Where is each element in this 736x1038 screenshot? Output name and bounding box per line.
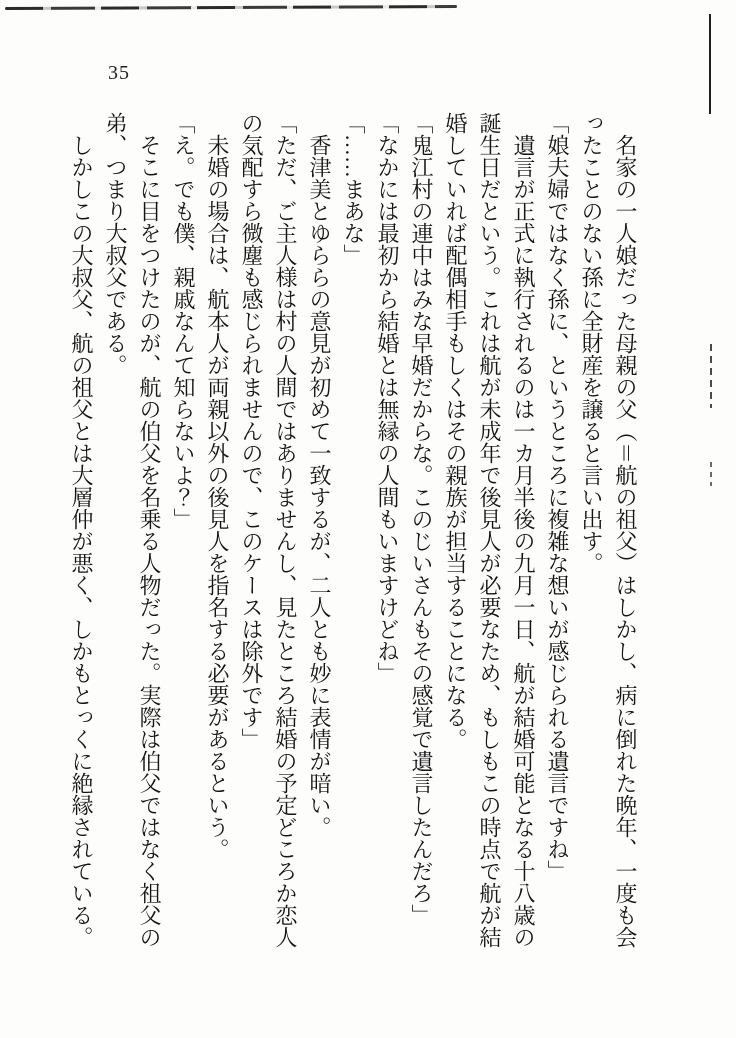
body-text: [64, 112, 642, 954]
paragraph: 香津美とゆららの意見が初めて一致するが、二人とも妙に表情が暗い。: [307, 134, 332, 838]
paragraph: 「なかには最初から結婚とは無縁の人間もいますけどね」: [375, 112, 400, 684]
page-number: 35: [108, 62, 130, 84]
scan-edge-right-dashes: [710, 462, 712, 486]
paragraph: 「え。でも僕、親戚なんて知らないよ？」: [171, 112, 196, 530]
paragraph: 「……まあな」: [341, 112, 366, 266]
paragraph: 未婚の場合は、航本人が両親以外の後見人を指名する必要があるという。: [205, 134, 230, 860]
paragraph: しかしこの大叔父、航の祖父とは大層仲が悪く、しかもとっくに絶縁されている。: [69, 134, 94, 948]
paragraph: 「娘夫婦ではなく孫に、というところに複雑な想いが感じられる遺言ですね」: [545, 112, 570, 882]
paragraph: 名家の一人娘だった母親の父（＝航の祖父）はしかし、病に倒れた晩年、一度も会ったことのない孫に全財産を譲ると言い出す。: [579, 112, 638, 949]
scan-edge-top-line: [5, 5, 457, 10]
scan-edge-right-line: [709, 14, 711, 114]
scan-edge-right-dashes: [710, 344, 712, 408]
paragraph: そこに目をつけたのが、航の伯父を名乗る人物だった。実際は伯父ではなく祖父の弟、つまり大叔父である。: [103, 112, 162, 948]
paragraph: 「ただ、ご主人様は村の人間ではありませんし、見たところ結婚の予定どころか恋人の気配すら微塵も感じられませんので、このケースは除外です」: [239, 112, 298, 948]
paragraph: 「鬼江村の連中はみな早婚だからな。このじいさんもその感覚で遺言したんだろ」: [409, 112, 434, 926]
paragraph: 遺言が正式に執行されるのは一カ月半後の九月一日、航が結婚可能となる十八歳の誕生日だという。これは航が未成年で後見人が必要なため、もしもこの時点で航が結婚していれば配偶相手もしくはその親族が担当することになる。: [443, 112, 536, 948]
